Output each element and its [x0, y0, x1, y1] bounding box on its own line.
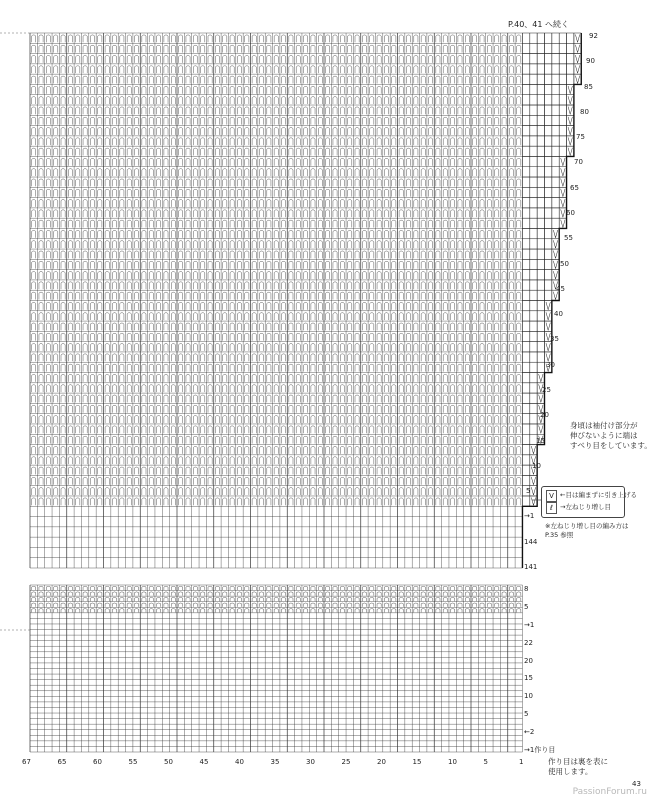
row-label: 35 — [550, 335, 559, 344]
column-label: 25 — [341, 758, 351, 766]
reference-note: ※左ねじり増し目の編み方は P.35 参照 — [545, 522, 629, 539]
row-label: 20 — [540, 411, 549, 420]
row-label: 85 — [584, 82, 593, 91]
row-label: →1作り目 — [524, 746, 556, 754]
row-label: ←2 — [524, 728, 535, 737]
edge-note-line: すべり目をしています。 — [570, 441, 652, 450]
column-label: 15 — [412, 758, 422, 766]
row-label: 50 — [560, 259, 569, 268]
row-label: 22 — [524, 638, 533, 647]
row-label: 20 — [524, 656, 533, 665]
knit-stitch-marks — [32, 35, 521, 505]
column-label: 30 — [306, 758, 315, 766]
row-label: 10 — [524, 692, 533, 701]
row-label: 5 — [524, 602, 529, 611]
row-label: →1 — [524, 512, 535, 521]
row-label: 90 — [586, 57, 595, 66]
column-label: 50 — [164, 758, 173, 766]
page-number: 43 — [632, 780, 641, 788]
column-label: 20 — [377, 758, 386, 766]
twist-increase-symbol: ℓ — [546, 502, 557, 514]
edge-note — [570, 421, 652, 451]
row-label: 30 — [546, 360, 555, 369]
column-label: 10 — [448, 758, 457, 766]
column-label: 65 — [57, 758, 67, 766]
row-label: 65 — [570, 183, 579, 192]
edge-note-line: 伸びないように端は — [570, 431, 638, 440]
slip-stitch-symbol: V — [546, 490, 557, 502]
column-label: 45 — [199, 758, 209, 766]
row-label: 60 — [566, 209, 575, 217]
column-label: 5 — [483, 758, 488, 766]
row-label: 5 — [526, 487, 531, 496]
column-label: 60 — [93, 758, 102, 766]
row-label: 80 — [580, 107, 589, 116]
row-label: 40 — [554, 310, 563, 319]
cast-on-note-line: 作り目は裏を表に — [548, 757, 608, 766]
row-label: 144 — [524, 537, 538, 546]
row-label: 15 — [536, 436, 545, 445]
row-label: 70 — [574, 158, 583, 167]
row-label: 75 — [576, 133, 585, 142]
row-label: 25 — [542, 386, 551, 394]
lower-stitch-symbols — [32, 586, 521, 612]
legend-increase-text: →左ねじり増し目 — [560, 503, 611, 511]
row-label: 55 — [564, 234, 573, 243]
column-label: 40 — [235, 758, 244, 766]
row-label: 8 — [524, 585, 529, 593]
row-label: 92 — [589, 32, 598, 40]
edge-note-line: 身頃は袖付け部分が — [570, 421, 638, 430]
continue-note: P.40、41 へ続く — [508, 20, 570, 29]
column-label: 35 — [270, 758, 280, 766]
row-label: 15 — [524, 674, 533, 683]
row-label: 5 — [524, 710, 529, 719]
column-label: 1 — [519, 758, 524, 766]
legend — [541, 486, 637, 518]
row-label: 10 — [532, 461, 541, 470]
lower-chart-grid — [30, 585, 522, 752]
watermark: PassionForum.ru — [572, 787, 647, 797]
row-label: 45 — [556, 284, 565, 293]
row-label: 141 — [524, 563, 538, 571]
legend-slip-text: ←目は編まずに引き上げる — [560, 491, 637, 499]
row-label: →1 — [524, 620, 535, 629]
cast-on-note — [548, 757, 608, 777]
stitch-symbols — [32, 35, 521, 505]
knit-stitch-marks — [32, 586, 521, 612]
column-label: 67 — [22, 758, 31, 766]
cast-on-note-line: 使用します。 — [548, 767, 593, 776]
column-label: 55 — [128, 758, 138, 766]
